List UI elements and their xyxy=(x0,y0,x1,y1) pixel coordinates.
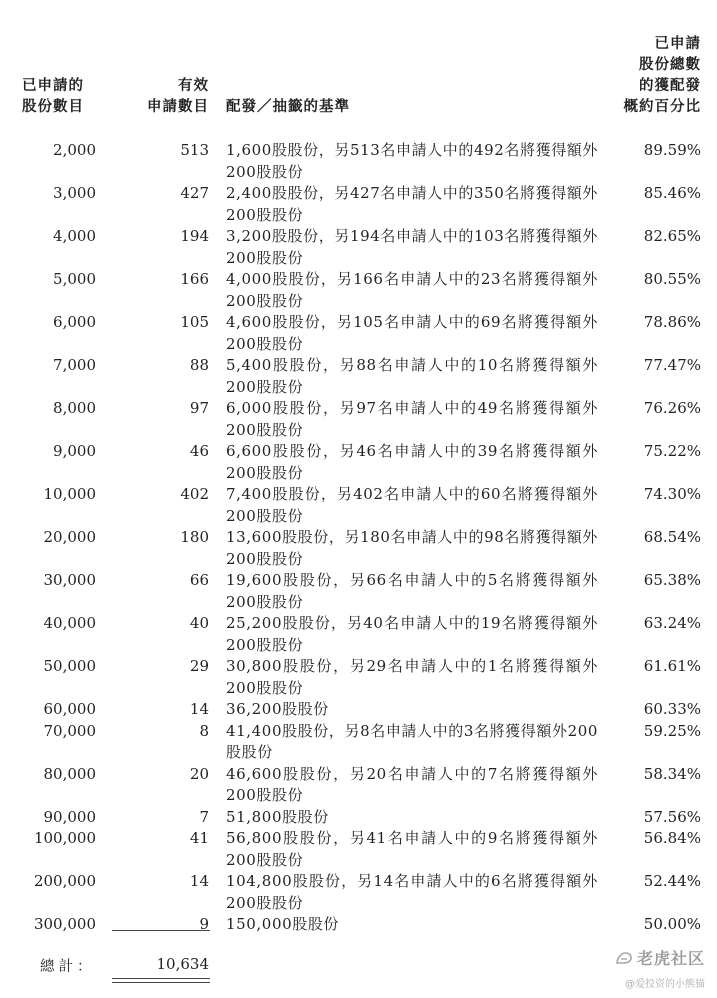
shares-applied-cell: 10,000 xyxy=(43,485,96,503)
watermark xyxy=(615,946,705,990)
allotment-basis-cell: 36,200股股份 xyxy=(226,700,329,718)
header-line: 股份總數 xyxy=(639,57,701,73)
shares-applied-cell: 4,000 xyxy=(53,227,96,245)
table-row xyxy=(0,484,717,527)
header-valid-applications xyxy=(147,76,209,118)
allotment-basis-cell: 46,600股股份，另20名申請人中的7名將獲得額外200股股份 xyxy=(226,764,598,804)
allotment-basis-cell: 1,600股股份，另513名申請人中的492名將獲得額外200股股份 xyxy=(226,141,599,181)
allotment-basis-cell: 56,800股股份，另41名申請人中的9名將獲得額外200股股份 xyxy=(226,829,598,869)
header-line: 申請數目 xyxy=(147,99,209,115)
shares-applied-cell: 30,000 xyxy=(43,571,96,589)
allotment-basis-cell: 6,600股股份，另46名申請人中的39名將獲得額外200股股份 xyxy=(226,442,598,482)
shares-applied-cell: 20,000 xyxy=(43,528,96,546)
allotment-percentage-cell: 77.47% xyxy=(643,356,701,374)
watermark-brand-text: 老虎社区 xyxy=(636,949,705,968)
table-row xyxy=(0,656,717,699)
allotment-percentage-cell: 78.86% xyxy=(643,313,701,331)
shares-applied-cell: 9,000 xyxy=(53,442,96,460)
table-row xyxy=(0,183,717,226)
total-label: 總計： xyxy=(40,959,96,975)
allotment-basis-cell: 104,800股股份，另14名申請人中的6名將獲得額外200股股份 xyxy=(226,872,598,912)
header-line: 已申請的 xyxy=(22,78,84,94)
header-allotment-basis: 配發／抽籤的基準 xyxy=(226,99,350,115)
shares-applied-cell: 60,000 xyxy=(43,700,96,718)
table-row xyxy=(0,570,717,613)
allotment-basis-cell: 3,200股股份，另194名申請人中的103名將獲得額外200股股份 xyxy=(226,227,599,267)
valid-applications-cell: 20 xyxy=(189,764,209,783)
shares-applied-cell: 90,000 xyxy=(43,807,96,826)
table-row xyxy=(0,312,717,355)
valid-applications-cell: 7 xyxy=(199,807,209,826)
shares-applied-cell: 50,000 xyxy=(43,657,96,675)
allotment-percentage-cell: 82.65% xyxy=(643,227,701,245)
valid-applications-cell: 180 xyxy=(180,528,209,546)
table-row xyxy=(0,699,717,721)
header-line: 概約百分比 xyxy=(623,99,701,115)
table-row xyxy=(0,764,717,807)
allotment-basis-cell: 4,600股股份，另105名申請人中的69名將獲得額外200股股份 xyxy=(226,313,598,353)
table-row xyxy=(0,527,717,570)
header-shares-applied xyxy=(22,76,84,118)
allotment-percentage-cell: 85.46% xyxy=(643,184,701,202)
header-line: 有效 xyxy=(178,78,209,94)
valid-applications-cell: 427 xyxy=(180,184,209,202)
allotment-percentage-cell: 74.30% xyxy=(643,485,701,503)
table-row xyxy=(0,914,717,936)
table-row xyxy=(0,355,717,398)
valid-applications-cell: 40 xyxy=(189,614,209,632)
allotment-basis-cell: 13,600股股份，另180名申請人中的98名將獲得額外200股股份 xyxy=(226,528,599,568)
table-row xyxy=(0,398,717,441)
valid-applications-cell: 46 xyxy=(189,442,209,460)
allotment-basis-cell: 41,400股股份，另8名申請人中的3名將獲得額外200股股份 xyxy=(226,721,599,761)
valid-applications-cell: 66 xyxy=(189,571,209,589)
shares-applied-cell: 40,000 xyxy=(43,614,96,632)
table-row xyxy=(0,828,717,871)
sum-rule xyxy=(112,930,210,931)
watermark-author: @爱投资的小熊猫 xyxy=(625,979,705,990)
allotment-basis-cell: 19,600股股份，另66名申請人中的5名將獲得額外200股股份 xyxy=(226,571,598,611)
allotment-basis-cell: 5,400股股份，另88名申請人中的10名將獲得額外200股股份 xyxy=(226,356,598,396)
header-line: 股份數目 xyxy=(22,99,84,115)
allotment-basis-cell: 2,400股股份，另427名申請人中的350名將獲得額外200股股份 xyxy=(226,184,599,224)
tiger-logo-icon xyxy=(615,951,633,965)
allotment-percentage-cell: 89.59% xyxy=(643,141,701,159)
valid-applications-cell: 97 xyxy=(189,399,209,417)
header-allotment-percentage xyxy=(624,34,702,118)
shares-applied-cell: 70,000 xyxy=(43,721,96,740)
allotment-percentage-cell: 57.56% xyxy=(643,807,701,826)
table-row xyxy=(0,613,717,656)
allotment-basis-cell: 30,800股股份，另29名申請人中的1名將獲得額外200股股份 xyxy=(226,657,598,697)
table-row xyxy=(0,441,717,484)
valid-applications-cell: 88 xyxy=(189,356,209,374)
shares-applied-cell: 5,000 xyxy=(53,270,96,288)
allotment-percentage-cell: 56.84% xyxy=(643,829,701,847)
allotment-percentage-cell: 61.61% xyxy=(643,657,701,675)
allotment-basis-cell: 150,000股股份 xyxy=(226,915,340,933)
shares-applied-cell: 3,000 xyxy=(53,184,96,202)
valid-applications-cell: 9 xyxy=(199,915,209,933)
shares-applied-cell: 100,000 xyxy=(33,829,96,847)
allotment-basis-cell: 51,800股股份 xyxy=(226,807,329,826)
allotment-percentage-cell: 75.22% xyxy=(643,442,701,460)
valid-applications-cell: 194 xyxy=(180,227,209,245)
shares-applied-cell: 7,000 xyxy=(53,356,96,374)
total-value: 10,634 xyxy=(156,955,209,973)
table-row xyxy=(0,871,717,914)
valid-applications-cell: 14 xyxy=(189,700,209,718)
allotment-basis-cell: 4,000股股份，另166名申請人中的23名將獲得額外200股股份 xyxy=(226,270,598,310)
shares-applied-cell: 300,000 xyxy=(33,915,96,933)
valid-applications-cell: 14 xyxy=(189,872,209,890)
allotment-percentage-cell: 65.38% xyxy=(643,571,701,589)
allotment-percentage-cell: 80.55% xyxy=(643,270,701,288)
total-double-rule xyxy=(112,978,210,983)
allotment-percentage-cell: 52.44% xyxy=(643,872,701,890)
header-line: 的獲配發 xyxy=(639,78,701,94)
table-row xyxy=(0,807,717,829)
valid-applications-cell: 105 xyxy=(180,313,209,331)
table-row xyxy=(0,226,717,269)
table-row xyxy=(0,140,717,183)
valid-applications-cell: 41 xyxy=(189,829,209,847)
shares-applied-cell: 200,000 xyxy=(33,872,96,890)
valid-applications-cell: 402 xyxy=(180,485,209,503)
watermark-brand xyxy=(615,946,705,969)
allotment-percentage-cell: 59.25% xyxy=(643,721,701,740)
shares-applied-cell: 8,000 xyxy=(53,399,96,417)
table-row xyxy=(0,721,717,764)
shares-applied-cell: 6,000 xyxy=(53,313,96,331)
allotment-percentage-cell: 76.26% xyxy=(643,399,701,417)
allotment-basis-cell: 6,000股股份，另97名申請人中的49名將獲得額外200股股份 xyxy=(226,399,598,439)
table-row xyxy=(0,269,717,312)
valid-applications-cell: 513 xyxy=(180,141,209,159)
allotment-percentage-cell: 63.24% xyxy=(643,614,701,632)
valid-applications-cell: 8 xyxy=(199,721,209,740)
allotment-basis-cell: 25,200股股份，另40名申請人中的19名將獲得額外200股股份 xyxy=(226,614,598,654)
allotment-percentage-cell: 68.54% xyxy=(643,528,701,546)
valid-applications-cell: 29 xyxy=(189,657,209,675)
allotment-table xyxy=(0,140,717,936)
allotment-percentage-cell: 60.33% xyxy=(643,700,701,718)
allotment-percentage-cell: 50.00% xyxy=(643,915,701,933)
allotment-basis-cell: 7,400股股份，另402名申請人中的60名將獲得額外200股股份 xyxy=(226,485,598,525)
shares-applied-cell: 80,000 xyxy=(43,764,96,783)
valid-applications-cell: 166 xyxy=(180,270,209,288)
header-line: 已申請 xyxy=(654,36,701,52)
shares-applied-cell: 2,000 xyxy=(53,141,96,159)
allotment-percentage-cell: 58.34% xyxy=(643,764,701,783)
